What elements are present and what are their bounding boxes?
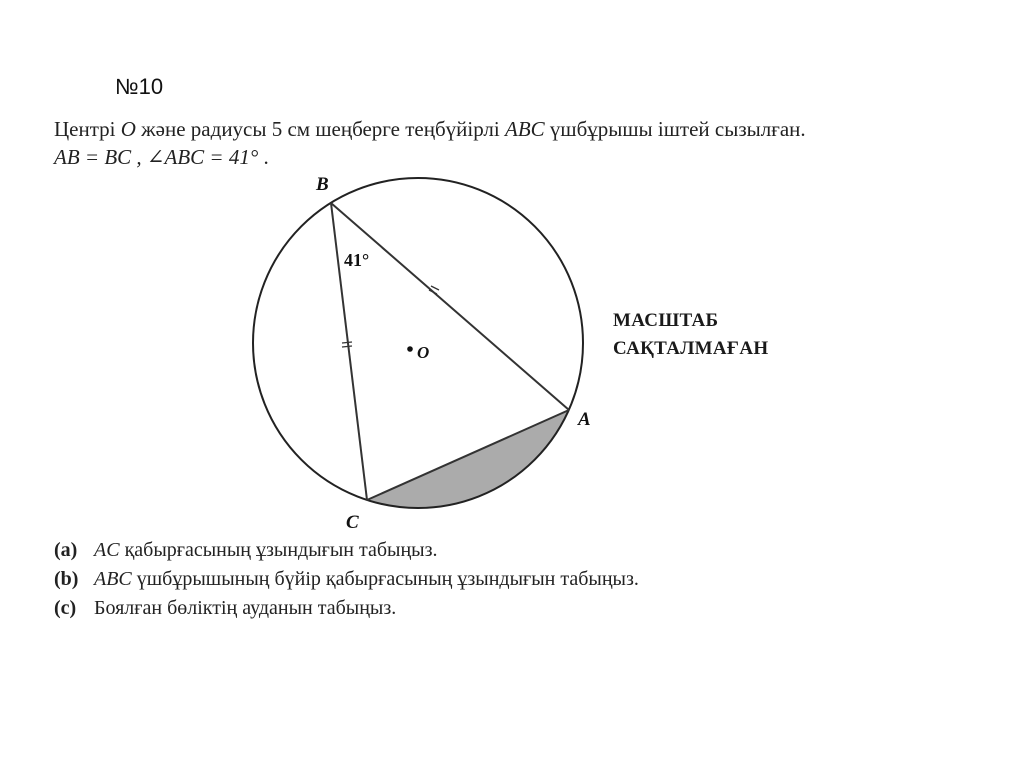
- question-text: Боялған бөліктің ауданын табыңыз.: [94, 597, 397, 619]
- question-text: үшбұрышының бүйір қабырғасының ұзындығын табыңыз.: [131, 568, 639, 590]
- question-variable: ABC: [94, 568, 132, 590]
- question-label: (a): [54, 539, 78, 561]
- problem-text: үшбұрышы іштей сызылған.: [544, 117, 806, 141]
- question-variable: AC: [94, 539, 120, 561]
- given-formula: AB = BC , ∠ABC = 41°: [54, 145, 259, 169]
- side-ab: [331, 203, 569, 410]
- side-bc: [331, 203, 370, 500]
- question-label: (b): [54, 568, 79, 590]
- question-label: (c): [54, 597, 77, 619]
- problem-text: Центрі: [54, 117, 121, 141]
- question-b: [54, 568, 639, 591]
- problem-text: .: [258, 145, 269, 169]
- center-variable: O: [120, 117, 136, 141]
- center-label: O: [417, 343, 430, 362]
- tick-mark-bc: [342, 342, 352, 347]
- vertex-label-a: A: [578, 409, 591, 430]
- note-line-1: МАСШТАБ: [613, 310, 719, 331]
- question-a: [54, 539, 438, 562]
- angle-label: 41°: [344, 250, 370, 270]
- question-c: [54, 597, 396, 620]
- slide-number: №10: [115, 74, 164, 99]
- center-point: [407, 346, 413, 352]
- problem-text: және радиусы 5 см шеңберге теңбүйірлі: [135, 117, 505, 141]
- vertex-label-c: C: [346, 512, 359, 533]
- question-text: қабырғасының ұзындығын табыңыз.: [119, 539, 438, 561]
- shaded-segment: [367, 410, 569, 508]
- vertex-label-b: B: [316, 174, 329, 195]
- triangle-variable: ABC: [505, 117, 545, 141]
- note-line-2: САҚТАЛМАҒАН: [613, 338, 769, 359]
